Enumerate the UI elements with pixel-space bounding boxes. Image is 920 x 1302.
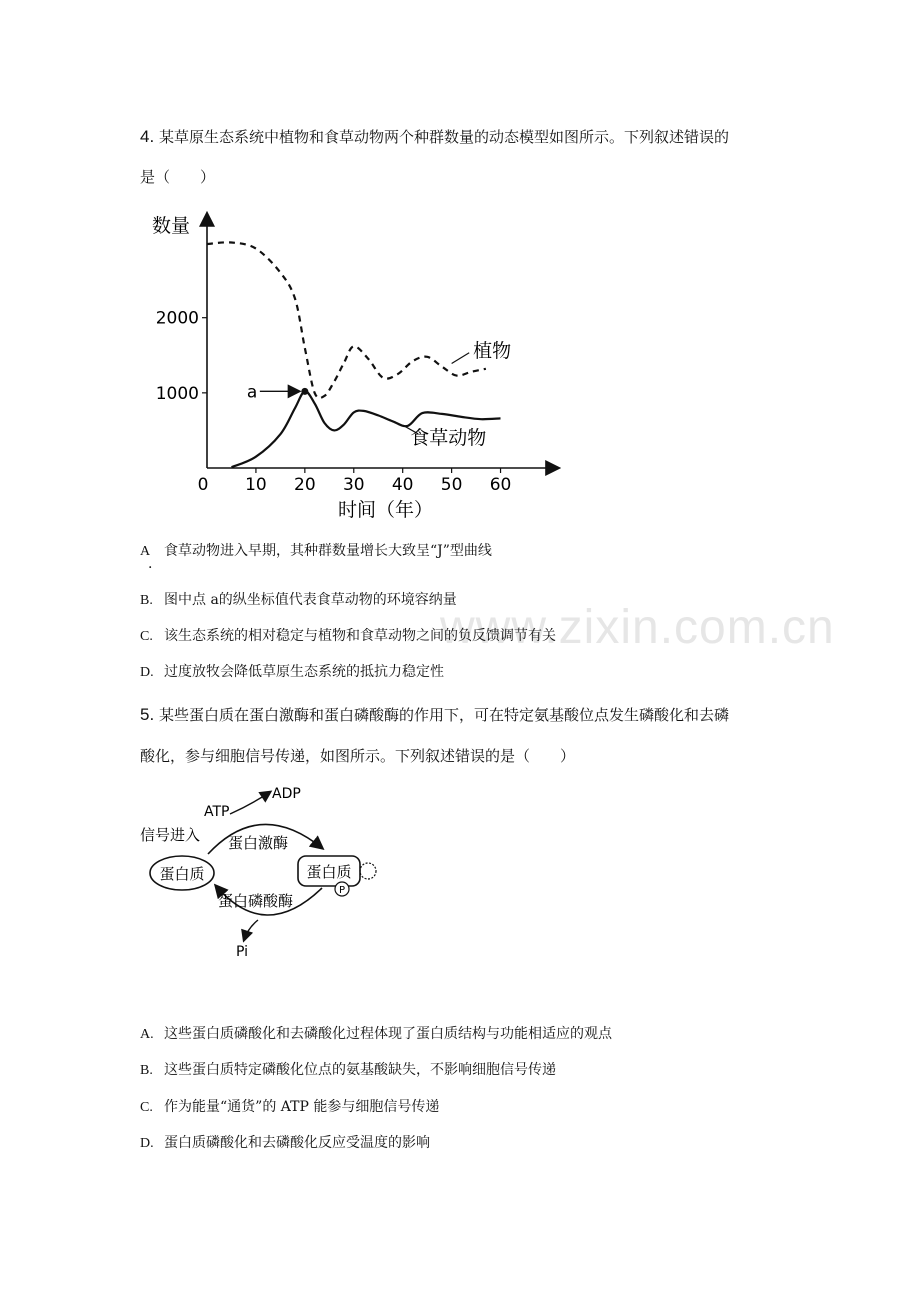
pi-label: Pi bbox=[236, 944, 249, 960]
point-a-label: a bbox=[246, 382, 258, 403]
protein-left-label: 蛋白质 bbox=[159, 865, 205, 883]
q5-option-d[interactable] bbox=[140, 1133, 430, 1154]
q4-stem-line1 bbox=[140, 127, 729, 147]
q4-option-a[interactable] bbox=[140, 541, 492, 562]
q5-option-c-text: 作为能量“通货”的 ATP 能参与细胞信号传递 bbox=[164, 1099, 440, 1115]
q4-option-b-text: 图中点 a的纵坐标值代表食草动物的环境容纳量 bbox=[164, 592, 457, 608]
q5-stem-text: 某些蛋白质在蛋白激酶和蛋白磷酸酶的作用下，可在特定氨基酸位点发生磷酸化和去磷 bbox=[158, 706, 729, 724]
signal-label: 信号进入 bbox=[140, 826, 201, 844]
q4-option-d[interactable] bbox=[140, 662, 444, 683]
q4-stem-line2: 是（ ） bbox=[140, 168, 216, 186]
q4-option-d-text: 过度放牧会降低草原生态系统的抵抗力稳定性 bbox=[164, 664, 444, 680]
q5-stem-line2: 酸化，参与细胞信号传递，如图所示。下列叙述错误的是（ ） bbox=[140, 747, 576, 765]
x-tick-label: 50 bbox=[440, 475, 463, 495]
q5-option-c[interactable] bbox=[140, 1097, 439, 1118]
herbivore-series-label: 食草动物 bbox=[410, 426, 487, 449]
q5-option-b-text: 这些蛋白质特定磷酸化位点的氨基酸缺失，不影响细胞信号传递 bbox=[164, 1062, 556, 1078]
q5-stem-line1 bbox=[140, 705, 729, 725]
x-tick-label: 20 bbox=[294, 475, 316, 495]
population-chart bbox=[140, 200, 570, 530]
plant-series-line bbox=[207, 242, 486, 398]
q4-option-c[interactable] bbox=[140, 626, 556, 647]
phosphatase-label: 蛋白磷酸酶 bbox=[218, 892, 294, 910]
y-tick-label: 1000 bbox=[155, 383, 199, 404]
point-a-marker bbox=[301, 388, 308, 395]
protein-right-label: 蛋白质 bbox=[306, 863, 352, 881]
plant-series-label: 植物 bbox=[473, 339, 512, 362]
kinase-label: 蛋白激酶 bbox=[228, 834, 289, 852]
q5-option-a-text: 这些蛋白质磷酸化和去磷酸化过程体现了蛋白质结构与功能相适应的观点 bbox=[164, 1026, 612, 1042]
phosphorylation-diagram bbox=[130, 778, 400, 968]
q5-option-d-text: 蛋白质磷酸化和去磷酸化反应受温度的影响 bbox=[164, 1135, 430, 1151]
q4-option-a-text: 食草动物进入早期，其种群数量增长大致呈“J”型曲线 bbox=[164, 543, 492, 559]
q4-number: 4. bbox=[140, 127, 155, 146]
watermark: www.zixin.com.cn bbox=[440, 601, 835, 654]
q5-option-a-label: A. bbox=[140, 1027, 154, 1042]
q4-stem-text: 某草原生态系统中植物和食草动物两个种群数量的动态模型如图所示。下列叙述错误的 bbox=[158, 128, 729, 146]
q5-option-b-label: B. bbox=[140, 1063, 153, 1078]
q5-option-a[interactable] bbox=[140, 1024, 612, 1045]
x-tick-label: 0 bbox=[197, 475, 209, 495]
chart-ticks bbox=[156, 309, 512, 495]
q5-option-d-label: D. bbox=[140, 1136, 154, 1151]
q4-option-b[interactable] bbox=[140, 590, 457, 611]
x-tick-label: 30 bbox=[342, 475, 365, 495]
q5-option-b[interactable] bbox=[140, 1060, 556, 1081]
q4-option-c-label: C. bbox=[140, 629, 153, 644]
atp-adp-arrow bbox=[230, 792, 270, 814]
q4-option-b-label: B. bbox=[140, 593, 153, 608]
q5-option-c-label: C. bbox=[140, 1100, 153, 1115]
y-axis-title: 数量 bbox=[152, 215, 191, 237]
q4-option-c-text: 该生态系统的相对稳定与植物和食草动物之间的负反馈调节有关 bbox=[164, 628, 556, 644]
x-tick-label: 10 bbox=[245, 475, 267, 495]
q4-option-a-label: A bbox=[140, 544, 151, 559]
plant-leader-line bbox=[452, 353, 470, 364]
y-tick-label: 2000 bbox=[155, 308, 199, 329]
q4-option-d-label: D. bbox=[140, 665, 154, 680]
x-axis-title: 时间（年） bbox=[338, 499, 434, 521]
q5-number: 5. bbox=[140, 705, 155, 724]
x-tick-label: 60 bbox=[489, 475, 512, 495]
adp-label: ADP bbox=[272, 786, 301, 802]
pi-arrow bbox=[244, 920, 258, 940]
active-site-icon bbox=[360, 863, 376, 879]
x-tick-label: 40 bbox=[391, 475, 414, 495]
atp-label: ATP bbox=[204, 804, 230, 820]
phosphate-label: P bbox=[338, 885, 346, 896]
emphasis-dot: · bbox=[148, 560, 153, 576]
